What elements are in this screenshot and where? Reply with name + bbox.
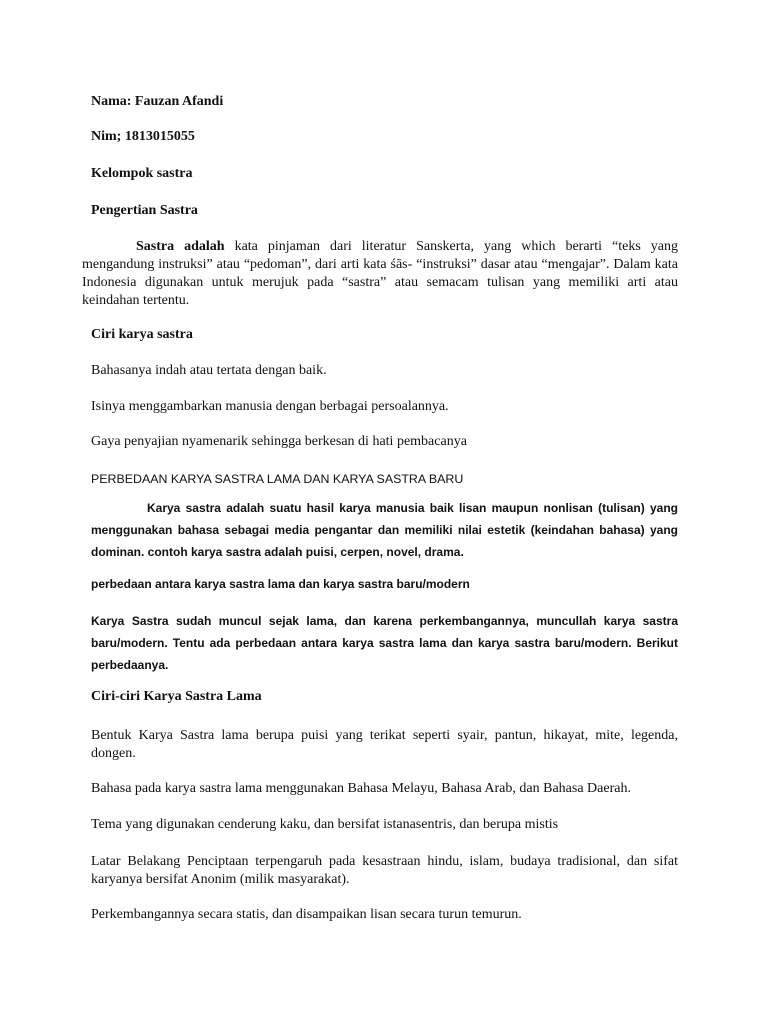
- pengertian-heading: Pengertian Sastra: [91, 203, 198, 218]
- ciri-lama-item: Latar Belakang Penciptaan terpengaruh pada kesastraan hindu, islam, budaya tradisional, dan sifat karyanya bersifat Anonim (milik masyarakat).: [91, 854, 678, 887]
- ciri-lama-item: Tema yang digunakan cenderung kaku, dan bersifat istanasentris, dan berupa mistis: [91, 817, 559, 832]
- ciri-item: Bahasanya indah atau tertata dengan baik.: [91, 363, 327, 378]
- perbedaan-paragraph: [91, 497, 678, 563]
- ciri-lama-heading: Ciri-ciri Karya Sastra Lama: [91, 689, 262, 704]
- perbedaan-subheading: perbedaan antara karya sastra lama dan karya sastra baru/modern: [91, 577, 470, 591]
- ciri-lama-item: Bahasa pada karya sastra lama menggunakan Bahasa Melayu, Bahasa Arab, dan Bahasa Daerah.: [91, 781, 631, 796]
- ciri-lama-item: Bentuk Karya Sastra lama berupa puisi yang terikat seperti syair, pantun, hikayat, mite, legenda, dongen.: [91, 728, 678, 761]
- ciri-heading: Ciri karya sastra: [91, 327, 193, 342]
- student-name: Nama: Fauzan Afandi: [91, 94, 224, 109]
- ciri-lama-item: Perkembangannya secara statis, dan disampaikan lisan secara turun temurun.: [91, 907, 522, 922]
- perbedaan-paragraph-text: Karya sastra adalah suatu hasil karya manusia baik lisan maupun nonlisan (tulisan) yang menggunakan bahasa sebagai media pengantar dan memiliki nilai estetik (keindahan bahasa) yang dominan. contoh karya sastra adalah puisi, cerpen, novel, drama.: [91, 501, 678, 559]
- ciri-item: Isinya menggambarkan manusia dengan berbagai persoalannya.: [91, 399, 449, 414]
- student-nim: Nim; 1813015055: [91, 129, 195, 144]
- pengertian-lead: Sastra adalah: [136, 239, 225, 254]
- group-label: Kelompok sastra: [91, 166, 193, 181]
- ciri-item: Gaya penyajian nyamenarik sehingga berkesan di hati pembacanya: [91, 434, 467, 449]
- perbedaan-paragraph-2: Karya Sastra sudah muncul sejak lama, dan karena perkembangannya, muncullah karya sastra baru/modern. Tentu ada perbedaan antara karya sastra lama dan karya sastra baru/modern. Berikut perbedaanya.: [91, 614, 678, 672]
- pengertian-body: kata pinjaman dari literatur Sanskerta, yang which berarti “teks yang mengandung instruksi” atau “pedoman”, dari arti kata śās- “instruksi” dasar atau “mengajar”. Dalam kata Indonesia digunakan untuk merujuk pada “sastra” atau semacam tulisan yang memiliki arti atau keindahan tertentu.: [82, 239, 678, 308]
- pengertian-paragraph: [82, 238, 678, 310]
- perbedaan-heading: PERBEDAAN KARYA SASTRA LAMA DAN KARYA SASTRA BARU: [91, 472, 464, 486]
